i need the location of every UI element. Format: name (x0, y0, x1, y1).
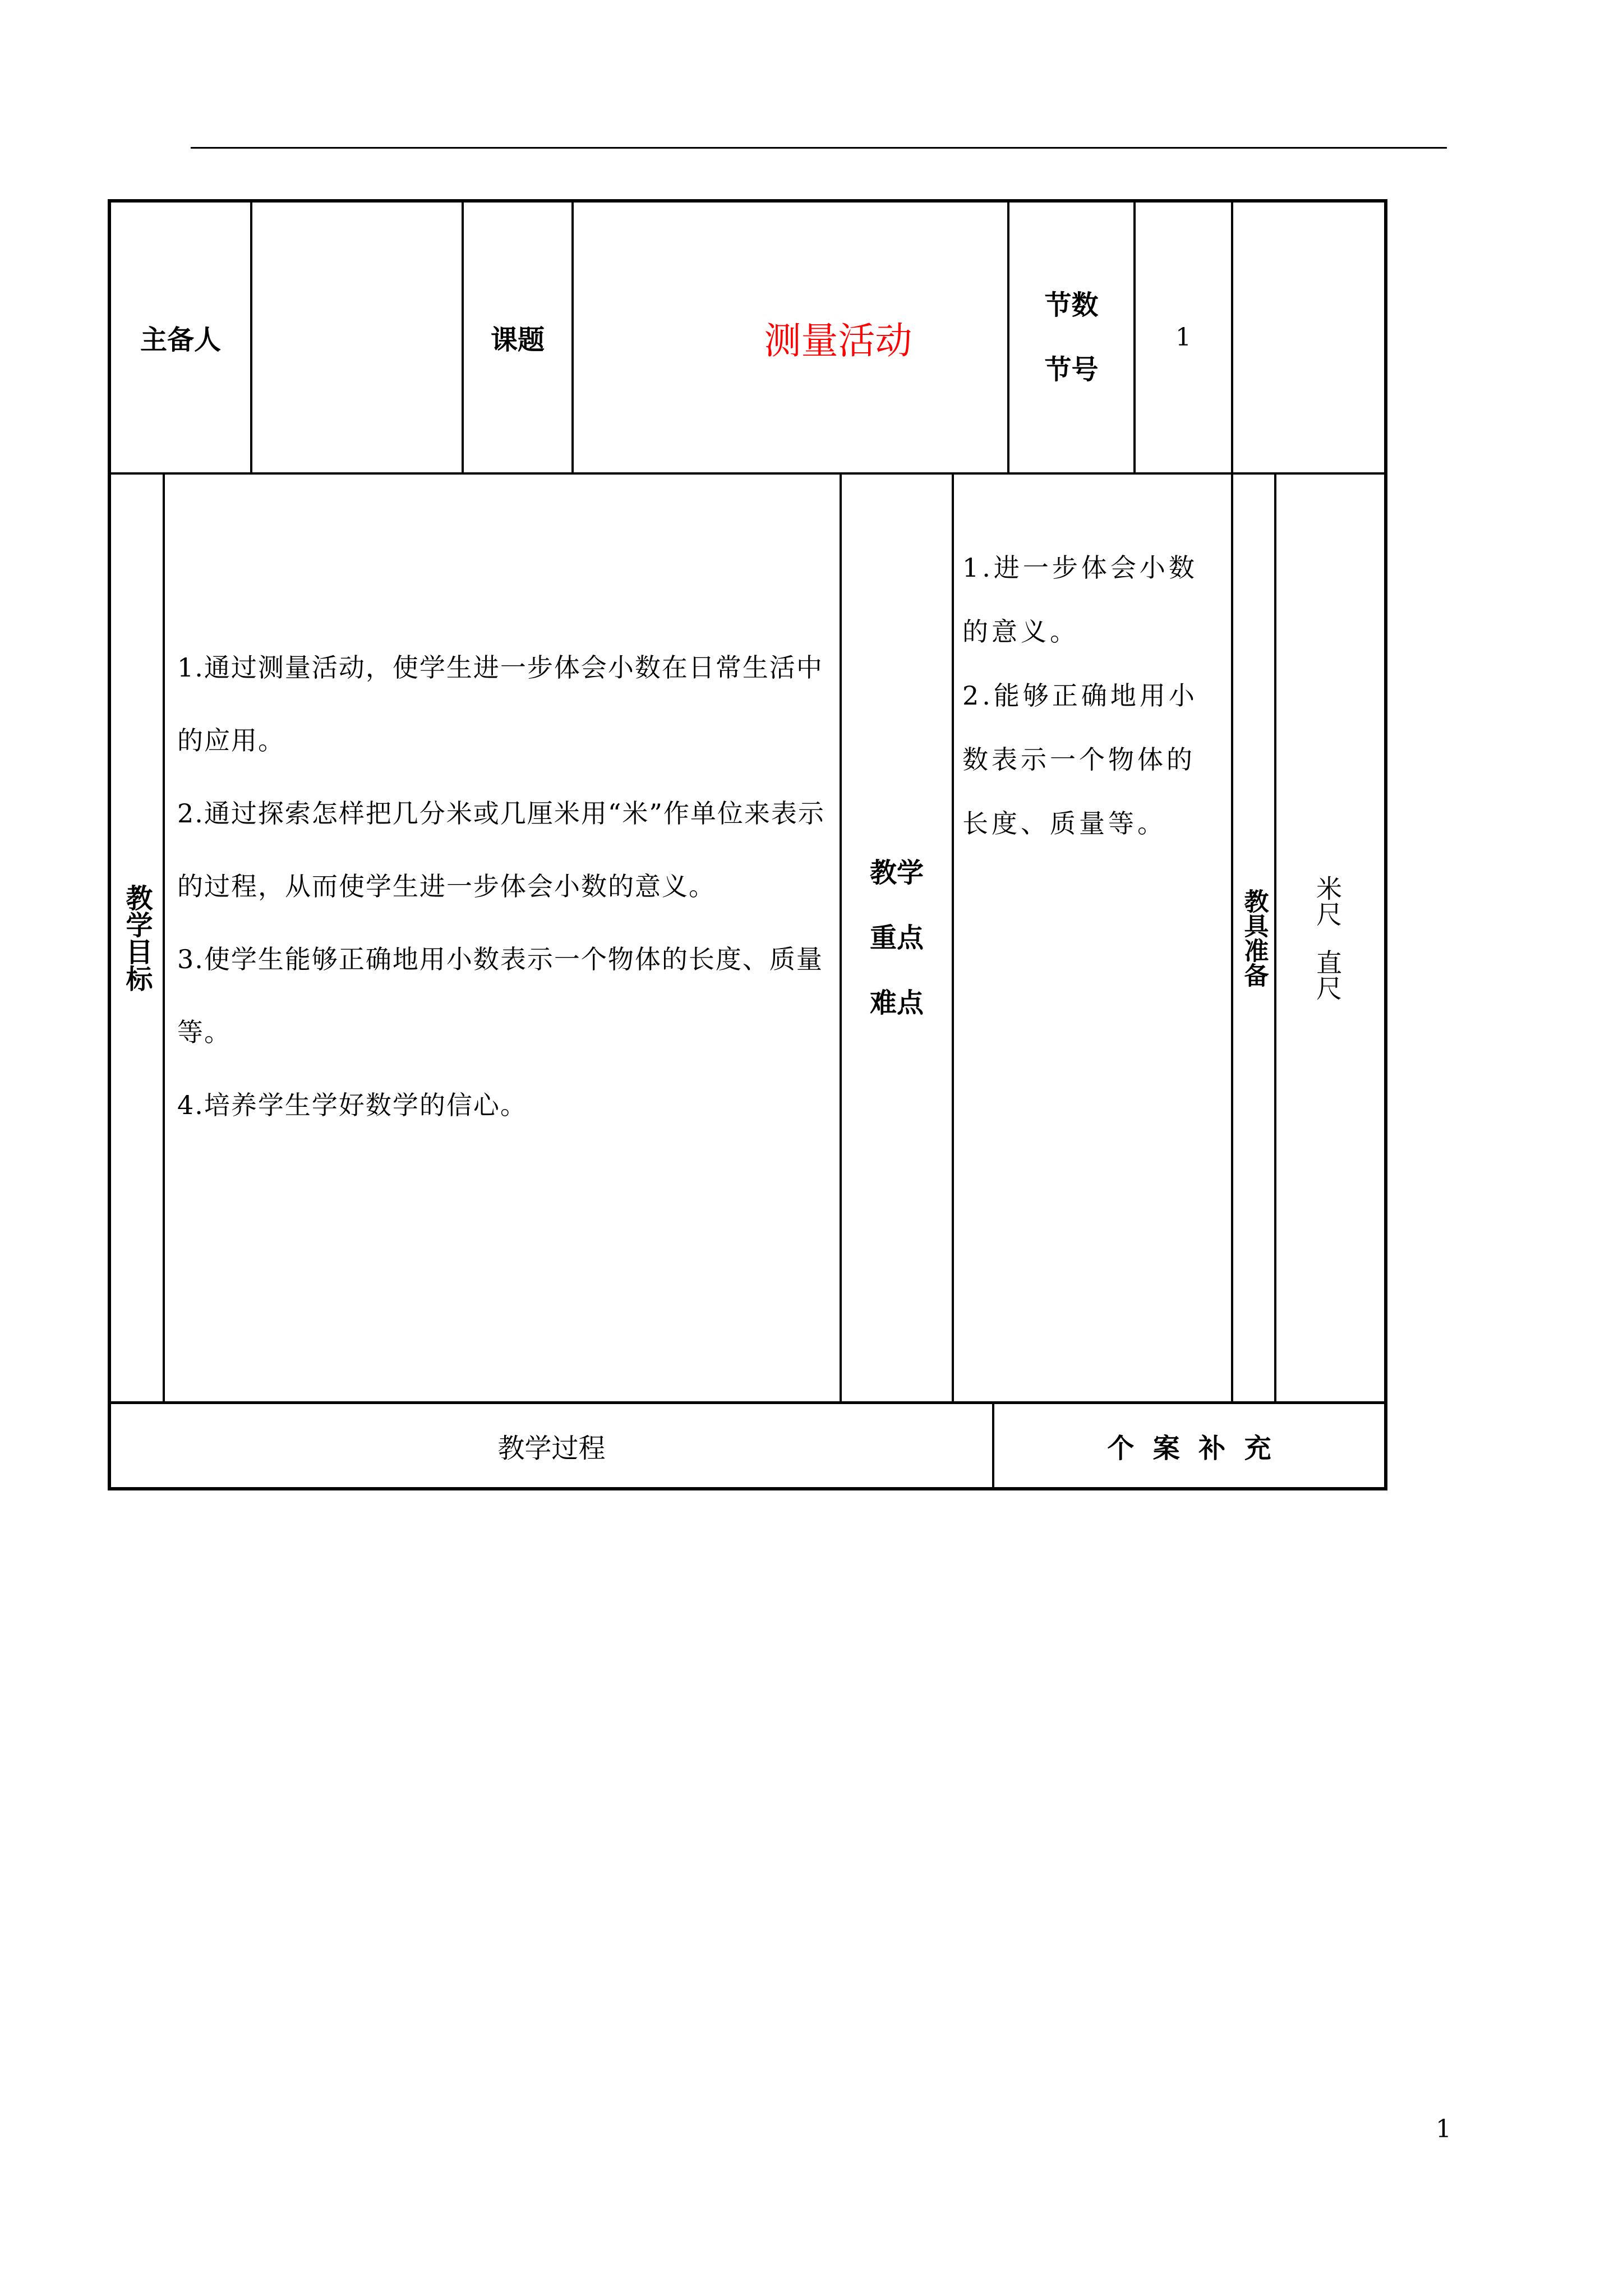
tool-item: 直尺 (1312, 949, 1343, 1001)
page-number: 1 (1436, 2115, 1451, 2143)
section-labels (1009, 203, 1133, 472)
key-points-label (842, 475, 952, 1401)
key-points-label-line: 重点 (869, 922, 924, 954)
objective-item: 2.通过探索怎样把几分米或几厘米用“米”作单位来表示的过程，从而使学生进一步体会小数的意义。 (177, 798, 825, 901)
extra-cell (1233, 203, 1384, 472)
key-points-label-line: 教学 (869, 857, 924, 889)
section-value: 1 (1175, 323, 1191, 352)
objectives-label-cell (111, 475, 163, 1401)
key-point-item: 2.能够正确地用小数表示一个物体的长度、质量等。 (962, 680, 1198, 839)
header-rule (191, 147, 1447, 149)
tools-label-cell (1233, 475, 1274, 1401)
objectives-list (177, 631, 828, 1142)
lesson-plan-table (108, 199, 1387, 1490)
case-supplement-label: 个 案 补 充 (1107, 1432, 1271, 1464)
tools-list (1276, 475, 1384, 1401)
tool-item: 米尺 (1312, 875, 1343, 927)
tools-label: 教具准备 (1239, 889, 1269, 987)
objective-item: 4.培养学生学好数学的信心。 (177, 1090, 527, 1120)
key-points-label-line: 难点 (869, 987, 924, 1019)
preparer-value (252, 203, 462, 472)
objective-item: 3.使学生能够正确地用小数表示一个物体的长度、质量等。 (177, 944, 823, 1047)
teaching-process-label: 教学过程 (497, 1432, 606, 1464)
preparer-label: 主备人 (140, 324, 221, 356)
topic-label: 课题 (490, 324, 545, 356)
section-number-label: 节号 (1044, 353, 1099, 385)
key-points-list (962, 536, 1219, 855)
objective-item: 1.通过测量活动，使学生进一步体会小数在日常生活中的应用。 (177, 652, 823, 756)
lesson-title: 测量活动 (764, 319, 912, 362)
section-count-label: 节数 (1044, 289, 1099, 321)
objectives-label: 教学目标 (121, 884, 153, 992)
key-point-item: 1.进一步体会小数的意义。 (962, 553, 1198, 647)
